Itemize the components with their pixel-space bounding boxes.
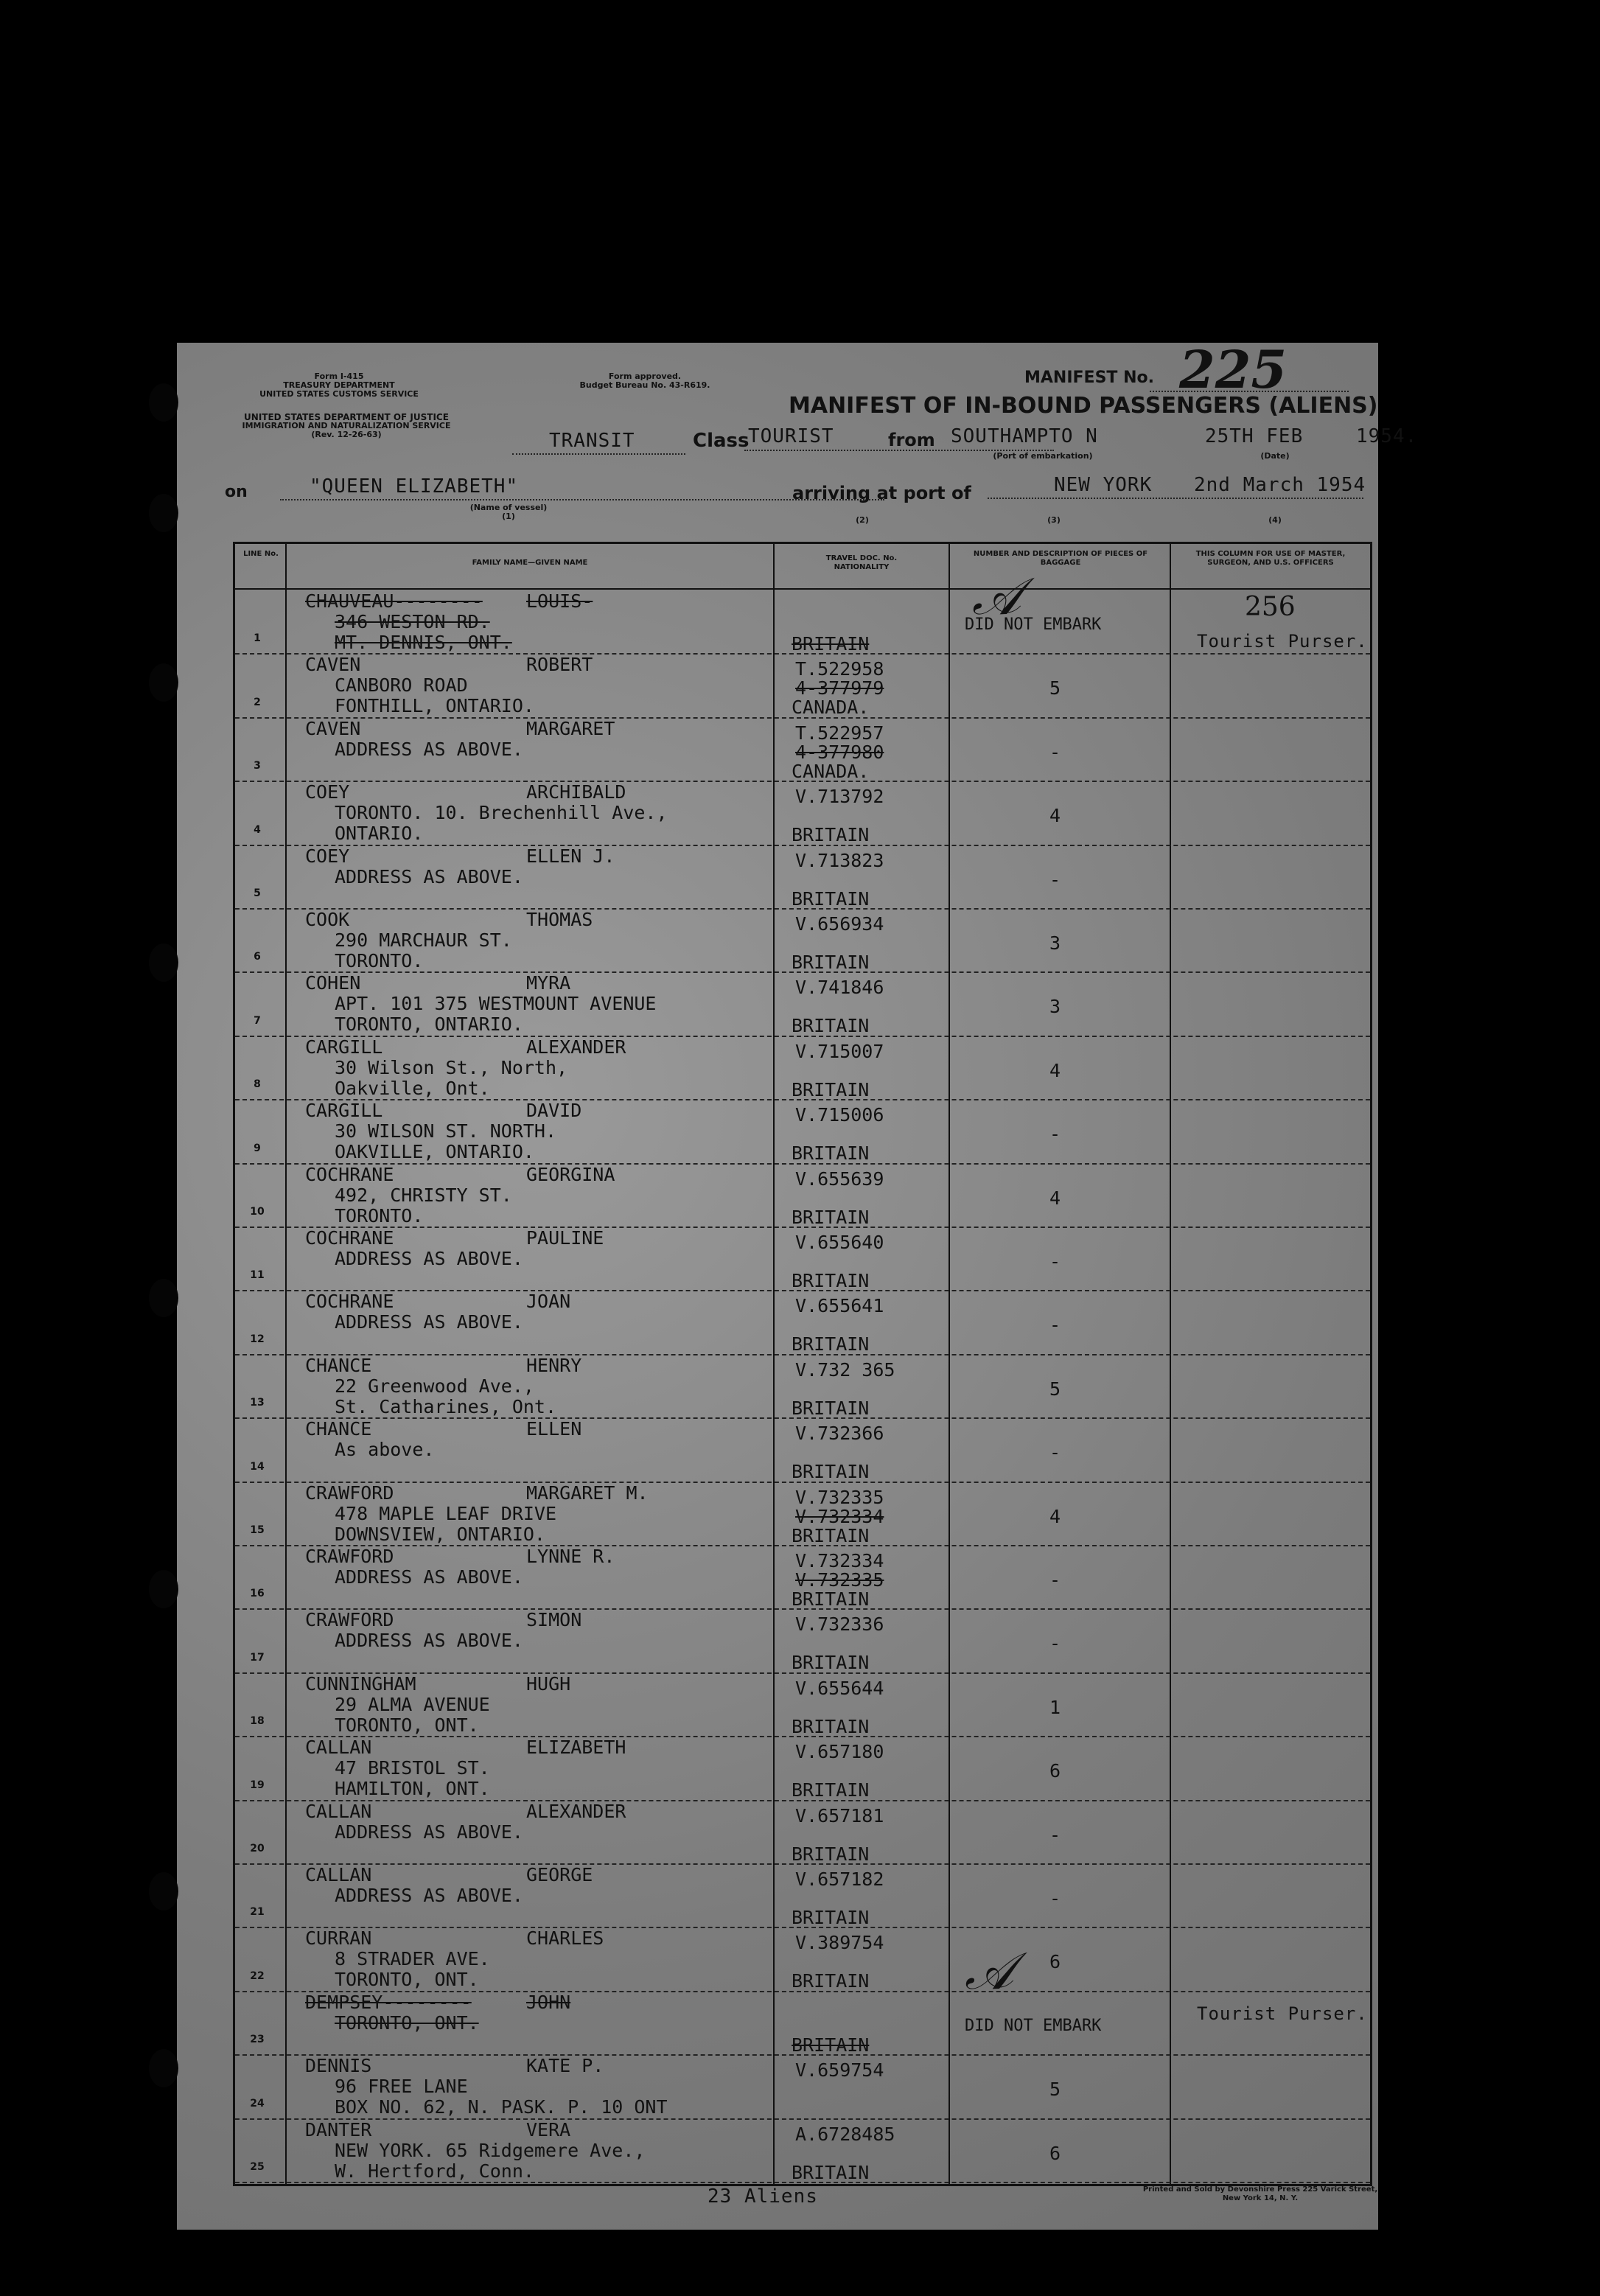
baggage-count: - [1049,1633,1061,1655]
col-header-baggage: NUMBER AND DESCRIPTION OF PIECES OF BAGGAGE [973,550,1148,567]
purser-note-1: Tourist Purser. [1197,631,1368,652]
nationality: BRITAIN [792,1461,870,1483]
nationality: BRITAIN [792,1588,870,1610]
family-name: CARGILL [305,1100,383,1122]
nationality: BRITAIN [792,633,870,655]
address-line-1: 30 WILSON ST. NORTH. [335,1120,557,1142]
family-name: CALLAN [305,1864,372,1885]
address-line-1: As above. [335,1439,435,1461]
address-line-2: MT. DENNIS, ONT. [335,632,512,653]
table-row [235,908,1370,973]
baggage-count: - [1049,1251,1061,1272]
table-row [235,1800,1370,1865]
nationality: BRITAIN [792,1142,870,1165]
given-name: KATE P. [526,2055,604,2077]
given-name: MYRA [526,972,571,994]
address-line-2: St. Catharines, Ont. [335,1395,557,1417]
address-line-1: TORONTO, ONT. [335,2011,479,2034]
travel-doc: V.655639 [795,1168,884,1190]
address-line-1: APT. 101 375 WESTMOUNT AVENUE [335,993,657,1015]
address-line-1: 346 WESTON RD. [335,611,490,632]
travel-doc: V.713792 [795,786,884,808]
address-line-2: BOX NO. 62, N. PASK. P. 10 ONT [335,2096,668,2118]
travel-doc: V.715007 [795,1040,884,1062]
address-line-1: ADDRESS AS ABOVE. [335,738,523,760]
nationality: BRITAIN [792,1333,870,1355]
travel-doc: T.522957 [795,722,884,744]
embarkation-date: 25TH FEB [1205,425,1304,447]
purser-note-23: Tourist Purser. [1197,2003,1368,2024]
line-number: 19 [250,1779,265,1791]
travel-doc-old: 4-377980 [795,741,884,763]
travel-doc-old: V.732334 [795,1505,884,1527]
manifest-number: 225 [1179,339,1288,400]
family-name: COCHRANE [305,1291,394,1313]
given-name: JOAN [526,1291,571,1313]
binder-hole [149,943,178,982]
given-name: MARGARET M. [526,1482,649,1504]
baggage-count: - [1049,1824,1061,1846]
printer-credit: Printed and Sold by Devonshire Press 225 Varick Street, New York 14, N. Y. [1142,2185,1378,2202]
arrival-port: NEW YORK [1054,474,1153,496]
given-name: LOUIS- [526,590,593,612]
baggage-count: - [1049,1314,1061,1336]
binder-hole [149,494,178,532]
approval-label: Form approved. [608,371,682,381]
address-line-1: 47 BRISTOL ST. [335,1757,490,1779]
line-number: 5 [254,887,261,899]
address-line-1: 478 MAPLE LEAF DRIVE [335,1502,557,1524]
binder-hole [149,1570,178,1608]
date-caption: (Date) [1260,451,1290,461]
address-line-1: ADDRESS AS ABOVE. [335,1821,523,1843]
given-name: HUGH [526,1672,571,1695]
travel-doc-old: 4-377979 [795,677,884,699]
table-row [235,1672,1370,1737]
binder-hole [149,1279,178,1317]
embarkation-port: SOUTHAMPTO N [951,425,1098,447]
nationality: BRITAIN [792,1078,870,1100]
given-name: JOHN [526,1991,571,2013]
nationality: BRITAIN [792,1843,870,1865]
table-row [235,1036,1370,1100]
family-name: COOK [305,909,350,930]
baggage-count: - [1049,1888,1061,1909]
baggage-count: - [1049,1569,1061,1591]
form-agency-block [240,372,439,399]
address-line-1: TORONTO. 10. Brechenhill Ave., [335,802,668,824]
address-line-1: ADDRESS AS ABOVE. [335,1566,523,1588]
line-number: 15 [250,1524,265,1536]
travel-doc: V.713823 [795,849,884,871]
line-number: 21 [250,1906,265,1919]
nationality: CANADA. [792,697,870,719]
transit-label: TRANSIT [549,430,635,452]
family-name: CUNNINGHAM [305,1672,416,1695]
nationality: BRITAIN [792,1715,870,1737]
travel-doc: V.657181 [795,1804,884,1826]
travel-doc: V.741846 [795,977,884,999]
signature-stamp: 𝒜 [972,566,1021,627]
line-number: 2 [254,696,261,708]
nationality: BRITAIN [792,824,870,846]
table-row [235,1608,1370,1673]
nationality: BRITAIN [792,887,870,910]
official-number: 256 [1245,592,1296,622]
address-line-2: TORONTO. [335,950,424,971]
line-number: 3 [254,760,261,772]
col-marker-2: (2) [856,515,869,525]
line-number: 13 [250,1397,265,1409]
address-line-1: 22 Greenwood Ave., [335,1375,534,1397]
family-name: CARGILL [305,1036,383,1058]
baggage-count: - [1049,868,1061,890]
table-row [235,1163,1370,1228]
address-line-2: TORONTO, ONT. [335,1714,479,1736]
baggage-count: 5 [1049,2079,1061,2101]
approval-block [545,372,744,390]
nationality: BRITAIN [792,1779,870,1801]
nationality: BRITAIN [792,1270,870,1291]
col-header-name: FAMILY NAME—GIVEN NAME [472,559,588,567]
given-name: CHARLES [526,1927,604,1950]
table-row [235,1927,1370,1992]
manifest-page [177,339,1418,2230]
embarkation-year: 1954. [1356,425,1418,447]
baggage-count: 5 [1049,1378,1061,1400]
address-line-2: FONTHILL, ONTARIO. [335,695,534,717]
address-line-1: 8 STRADER AVE. [335,1948,490,1970]
line-number: 25 [250,2160,265,2173]
line-number: 20 [250,1842,265,1854]
family-name: COCHRANE [305,1227,394,1249]
given-name: ELLEN J. [526,845,615,867]
nationality: BRITAIN [792,2161,870,2183]
table-row [235,845,1370,910]
family-name: CRAWFORD [305,1482,394,1504]
line-number: 17 [250,1651,265,1664]
family-name: CALLAN [305,1737,372,1759]
given-name: PAULINE [526,1227,604,1249]
baggage-count: 5 [1049,677,1061,699]
table-row [235,1417,1370,1482]
family-name: CALLAN [305,1800,372,1822]
address-line-1: ADDRESS AS ABOVE. [335,1311,523,1333]
table-row [235,1290,1370,1355]
line-number: 23 [250,2034,265,2046]
line-number: 18 [250,1715,265,1728]
table-row [235,781,1370,845]
baggage-count: DID NOT EMBARK [965,615,1102,634]
given-name: MARGARET [526,717,615,739]
address-line-1: 29 ALMA AVENUE [335,1693,490,1715]
form-id: Form I-415 [314,371,364,381]
address-line-1: CANBORO ROAD [335,674,468,697]
table-row [235,2054,1370,2119]
family-name: CAVEN [305,717,361,739]
table-row [235,2118,1370,2183]
vessel-name: "QUEEN ELIZABETH" [310,475,519,498]
col-header-official: THIS COLUMN FOR USE OF MASTER, SURGEON, AND U.S. OFFICERS [1195,550,1346,567]
line-number: 4 [254,823,261,836]
family-name: DANTER [305,2118,372,2140]
col-marker-3: (3) [1047,515,1061,525]
given-name: GEORGE [526,1864,593,1885]
given-name: ROBERT [526,654,593,676]
given-name: ALEXANDER [526,1036,626,1058]
arrival-line [988,498,1363,499]
binder-hole [149,663,178,702]
travel-doc: V.657182 [795,1868,884,1890]
passenger-table [233,542,1372,2186]
col-header-line: LINE No. [243,550,279,558]
family-name: CHANCE [305,1354,372,1376]
col-marker-4: (4) [1268,515,1282,525]
address-line-1: 290 MARCHAUR ST. [335,929,512,951]
treasury-label: TREASURY DEPARTMENT [283,380,395,390]
table-row [235,653,1370,718]
baggage-count: 3 [1049,996,1061,1018]
address-line-1: ADDRESS AS ABOVE. [335,1885,523,1906]
given-name: LYNNE R. [526,1546,615,1567]
given-name: SIMON [526,1609,582,1631]
justice-block [221,413,472,439]
travel-doc: V.389754 [795,1932,884,1954]
travel-doc: V.732334 [795,1550,884,1571]
line-number: 22 [250,1969,265,1982]
baggage-count: 4 [1049,1187,1061,1209]
family-name: DEMPSEY-------- [305,1991,472,2013]
address-line-2: TORONTO. [335,1204,424,1226]
family-name: CRAWFORD [305,1609,394,1631]
nationality: BRITAIN [792,2034,870,2056]
family-name: CRAWFORD [305,1546,394,1567]
family-name: COHEN [305,972,361,994]
baggage-count: 3 [1049,932,1061,954]
given-name: GEORGINA [526,1163,615,1185]
line-number: 14 [250,1460,265,1473]
table-row [235,1099,1370,1164]
address-line-1: 96 FREE LANE [335,2076,468,2098]
nationality: BRITAIN [792,952,870,973]
given-name: ALEXANDER [526,1800,626,1822]
family-name: DENNIS [305,2055,372,2077]
address-line-1: 492, CHRISTY ST. [335,1184,512,1206]
travel-doc: V.655644 [795,1677,884,1699]
baggage-count: 6 [1049,1760,1061,1782]
transit-line [512,453,685,455]
travel-doc: T.522958 [795,658,884,680]
given-name: HENRY [526,1354,582,1376]
revision-label: (Rev. 12-26-63) [311,430,382,439]
table-row [235,717,1370,782]
address-line-1: NEW YORK. 65 Ridgemere Ave., [335,2139,646,2161]
table-row [235,1736,1370,1801]
page-title: MANIFEST OF IN-BOUND PASSENGERS (ALIENS) [789,393,1378,419]
embarkation-caption: (Port of embarkation) [993,451,1093,461]
table-row [235,1354,1370,1419]
line-number: 8 [254,1078,261,1091]
ins-label: IMMIGRATION AND NATURALIZATION SERVICE [242,421,451,430]
arrival-date: 2nd March 1954 [1194,474,1366,496]
baggage-count: - [1049,741,1061,763]
class-label: Class [693,430,750,452]
total-aliens: 23 Aliens [708,2185,818,2208]
travel-doc: V.732366 [795,1423,884,1445]
nationality: BRITAIN [792,1970,870,1992]
table-row [235,1482,1370,1546]
nationality: BRITAIN [792,1397,870,1419]
vessel-caption: (Name of vessel) (1) [469,503,548,521]
address-line-1: 30 Wilson St., North, [335,1056,568,1078]
nationality: BRITAIN [792,1652,870,1674]
address-line-2: DOWNSVIEW, ONTARIO. [335,1523,545,1545]
address-line-2: HAMILTON, ONT. [335,1778,490,1800]
baggage-count: - [1049,1123,1061,1145]
arriving-label: arriving at port of [792,483,971,503]
travel-doc: V.732 365 [795,1358,895,1381]
given-name: ELLEN [526,1418,582,1440]
family-name: COEY [305,845,350,867]
given-name: ARCHIBALD [526,781,626,803]
line-number: 6 [254,951,261,963]
given-name: THOMAS [526,909,593,930]
address-line-2: TORONTO, ONT. [335,1969,479,1991]
address-line-2: Oakville, Ont. [335,1077,490,1099]
travel-doc: V.732335 [795,1486,884,1508]
nationality: BRITAIN [792,1907,870,1928]
from-label: from [888,430,935,450]
line-number: 16 [250,1588,265,1600]
baggage-count: 4 [1049,805,1061,827]
binder-hole [149,383,178,422]
line-number: 9 [254,1142,261,1154]
baggage-count: 1 [1049,1696,1061,1718]
address-line-1: ADDRESS AS ABOVE. [335,865,523,887]
address-line-2: OAKVILLE, ONTARIO. [335,1141,534,1163]
manifest-no-label: MANIFEST No. [1024,369,1154,387]
line-number: 11 [250,1269,265,1282]
travel-doc: V.715006 [795,1104,884,1126]
line-number: 12 [250,1333,265,1345]
table-row [235,1863,1370,1928]
travel-doc: A.6728485 [795,2123,895,2145]
nationality: CANADA. [792,760,870,782]
line-number: 10 [250,1205,265,1218]
customs-label: UNITED STATES CUSTOMS SERVICE [259,389,419,399]
given-name: VERA [526,2118,571,2140]
given-name: DAVID [526,1100,582,1122]
family-name: CURRAN [305,1927,372,1950]
line-number: 7 [254,1014,261,1027]
address-line-2: TORONTO, ONTARIO. [335,1013,523,1036]
address-line-1: ADDRESS AS ABOVE. [335,1630,523,1652]
manifest-no-line [1150,391,1349,392]
binder-hole [149,2049,178,2087]
line-number: 24 [250,2097,265,2110]
budget-label: Budget Bureau No. 43-R619. [579,380,710,390]
col-header-doc: TRAVEL DOC. No. NATIONALITY [825,554,898,571]
justice-label: UNITED STATES DEPARTMENT OF JUSTICE [244,412,449,422]
family-name: CHANCE [305,1418,372,1440]
baggage-count: 6 [1049,2142,1061,2164]
travel-doc: V.657180 [795,1741,884,1763]
travel-doc-old: V.732335 [795,1569,884,1591]
nationality: BRITAIN [792,1524,870,1546]
family-name: COEY [305,781,350,803]
nationality: BRITAIN [792,1015,870,1037]
nationality: BRITAIN [792,1206,870,1228]
travel-doc: V.659754 [795,2059,884,2082]
address-line-2: W. Hertford, Conn. [335,2160,534,2182]
line-number: 1 [254,632,261,645]
baggage-count: DID NOT EMBARK [965,2016,1102,2035]
address-line-2: ONTARIO. [335,823,424,845]
table-row [235,1226,1370,1291]
address-line-1: ADDRESS AS ABOVE. [335,1248,523,1269]
baggage-count: 4 [1049,1505,1061,1527]
baggage-count: 4 [1049,1059,1061,1081]
travel-doc: V.655640 [795,1232,884,1253]
baggage-count: - [1049,1442,1061,1464]
travel-doc: V.656934 [795,913,884,935]
table-row [235,971,1370,1036]
class-value: TOURIST [748,425,834,447]
given-name: ELIZABETH [526,1737,626,1759]
on-label: on [225,483,248,501]
table-row [235,1545,1370,1610]
signature-stamp: 𝒜 [965,1941,1014,2001]
family-name: CHAUVEAU-------- [305,590,483,612]
baggage-count: 6 [1049,1951,1061,1973]
family-name: COCHRANE [305,1163,394,1185]
binder-hole [149,1872,178,1911]
travel-doc: V.732336 [795,1613,884,1636]
travel-doc: V.655641 [795,1295,884,1317]
family-name: CAVEN [305,654,361,676]
